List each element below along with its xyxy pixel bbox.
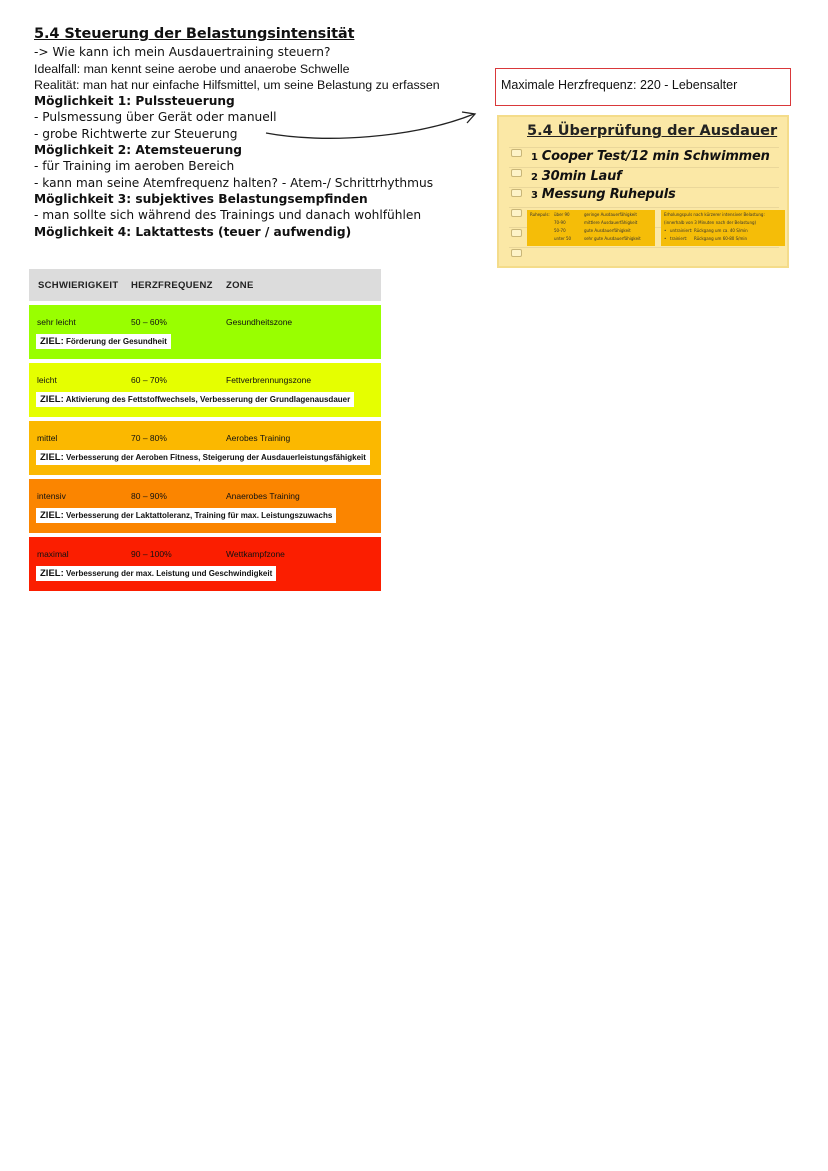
checkbox-icon[interactable]: [511, 229, 522, 237]
zone-goal-text: Förderung der Gesundheit: [65, 337, 167, 346]
zone-heart-rate: 80 – 90%: [131, 491, 167, 501]
zone-goal: [36, 450, 370, 465]
notes-line: -> Wie kann ich mein Ausdauertraining steuern?: [34, 45, 331, 60]
zone-goal-label: ZIEL:: [40, 394, 64, 405]
notes-heading: Möglichkeit 1: Pulssteuerung: [34, 94, 235, 109]
card-rule: [509, 207, 779, 208]
zone-name: Wettkampfzone: [226, 549, 285, 559]
resting-pulse-rating: mittlere Ausdauerfähigkeit: [584, 220, 638, 225]
zone-heart-rate: 70 – 80%: [131, 433, 167, 443]
zone-goal-label: ZIEL:: [40, 452, 64, 463]
card-item: [531, 169, 622, 184]
header-zone: ZONE: [226, 279, 254, 291]
zone-row: [29, 479, 381, 533]
resting-pulse-value: 70-90: [554, 220, 566, 225]
zone-difficulty: leicht: [37, 375, 57, 385]
arrow-icon: [264, 108, 480, 144]
header-difficulty: SCHWIERIGKEIT: [38, 279, 119, 291]
zone-difficulty: sehr leicht: [37, 317, 76, 327]
zone-goal: [36, 566, 276, 581]
zone-difficulty: maximal: [37, 549, 69, 559]
card-item: [531, 149, 770, 164]
recovery-pulse-who: trainiert:: [670, 236, 688, 241]
zone-name: Fettverbrennungszone: [226, 375, 312, 385]
zone-goal: [36, 334, 171, 349]
notes-line: - Pulsmessung über Gerät oder manuell: [34, 110, 277, 125]
recovery-pulse-subheading: (innerhalb von 3 Minuten nach der Belastung): [664, 220, 757, 225]
recovery-pulse-who: untrainiert:: [670, 228, 693, 233]
zone-goal-label: ZIEL:: [40, 510, 64, 521]
checkbox-icon[interactable]: [511, 249, 522, 257]
card-item: [531, 187, 676, 202]
card-rule: [509, 247, 779, 248]
card-item-number: 1: [531, 152, 538, 163]
zone-heart-rate: 60 – 70%: [131, 375, 167, 385]
heart-rate-zones-table: [29, 269, 381, 591]
checkbox-icon[interactable]: [511, 189, 522, 197]
resting-pulse-value: über 90: [554, 212, 570, 217]
resting-pulse-rating: sehr gute Ausdauerfähigkeit: [584, 236, 641, 241]
resting-pulse-label: Ruhepuls:: [530, 212, 550, 217]
recovery-pulse-heading: Erholungspuls nach kürzerer intensiver Belastung:: [664, 212, 765, 217]
notes-line: Idealfall: man kennt seine aerobe und anaerobe Schwelle: [34, 61, 350, 76]
max-heart-rate-box: [495, 68, 791, 106]
zone-difficulty: intensiv: [37, 491, 66, 501]
zone-goal-text: Verbesserung der max. Leistung und Geschwindigkeit: [65, 569, 273, 578]
card-title: 5.4 Überprüfung der Ausdauer: [527, 123, 778, 139]
checkbox-icon[interactable]: [511, 169, 522, 177]
zone-difficulty: mittel: [37, 433, 58, 443]
zone-row: [29, 537, 381, 591]
notes-heading: Möglichkeit 3: subjektives Belastungsempfinden: [34, 191, 368, 206]
card-rule: [509, 167, 779, 168]
zone-name: Anaerobes Training: [226, 491, 300, 501]
zone-goal-label: ZIEL:: [40, 336, 64, 347]
notes-line: - grobe Richtwerte zur Steuerung: [34, 126, 238, 141]
card-item-text: Messung Ruhepuls: [541, 187, 676, 202]
notes-line: - man sollte sich während des Trainings und danach wohlfühlen: [34, 208, 422, 223]
recovery-pulse-text: Rückgang um ca. 40 S/min: [694, 228, 748, 233]
zone-goal: [36, 508, 336, 523]
resting-pulse-value: 50-70: [554, 228, 566, 233]
zone-name: Aerobes Training: [226, 433, 291, 443]
recovery-pulse-text: Rückgang um 60-80 S/min: [694, 236, 748, 241]
zone-row: [29, 363, 381, 417]
card-item-text: 30min Lauf: [541, 169, 622, 184]
recovery-pulse-table: Erholungspuls nach kürzerer intensiver Belastung: (innerhalb von 3 Minuten nach der Belastung) • untrainiert: Rückgang um ca. 40 S/min • trainiert: Rückgang um 60-80 S/min: [661, 210, 785, 246]
resting-pulse-value: unter 50: [554, 236, 572, 241]
zone-heart-rate: 90 – 100%: [131, 549, 172, 559]
card-item-number: 2: [531, 172, 538, 183]
header-heart-rate: HERZFREQUENZ: [131, 279, 213, 291]
zone-goal-text: Aktivierung des Fettstoffwechsels, Verbesserung der Grundlagenausdauer: [65, 395, 351, 404]
resting-pulse-table: [527, 210, 655, 246]
zone-row: [29, 421, 381, 475]
zone-name: Gesundheitszone: [226, 317, 293, 327]
endurance-check-card: [497, 115, 789, 268]
resting-pulse-rating: gute Ausdauerfähigkeit: [584, 228, 631, 233]
zone-goal-text: Verbesserung der Aeroben Fitness, Steigerung der Ausdauerleistungsfähigkeit: [65, 453, 366, 462]
card-rule: [509, 147, 779, 148]
checkbox-icon[interactable]: [511, 149, 522, 157]
zone-goal-label: ZIEL:: [40, 568, 64, 579]
resting-pulse-rating: geringe Ausdauerfähigkeit: [584, 212, 637, 217]
card-item-number: 3: [531, 190, 538, 201]
notes-title: 5.4 Steuerung der Belastungsintensität: [34, 26, 355, 42]
max-heart-rate-text: Maximale Herzfrequenz: 220 - Lebensalter: [501, 78, 738, 92]
zone-goal: [36, 392, 354, 407]
notes-line: - kann man seine Atemfrequenz halten? - Atem-/ Schrittrhythmus: [34, 175, 434, 190]
notes-heading: Möglichkeit 4: Laktattests (teuer / aufwendig): [34, 224, 352, 239]
notes-heading: Möglichkeit 2: Atemsteuerung: [34, 143, 242, 158]
notes-line: - für Training im aeroben Bereich: [34, 159, 235, 174]
checkbox-icon[interactable]: [511, 209, 522, 217]
zones-header-row: [29, 269, 381, 301]
zone-goal-text: Verbesserung der Laktattoleranz, Training für max. Leistungszuwachs: [65, 511, 333, 520]
zone-row: [29, 305, 381, 359]
zone-heart-rate: 50 – 60%: [131, 317, 167, 327]
card-item-text: Cooper Test/12 min Schwimmen: [541, 149, 770, 164]
notes-line: Realität: man hat nur einfache Hilfsmittel, um seine Belastung zu erfassen: [34, 77, 440, 92]
